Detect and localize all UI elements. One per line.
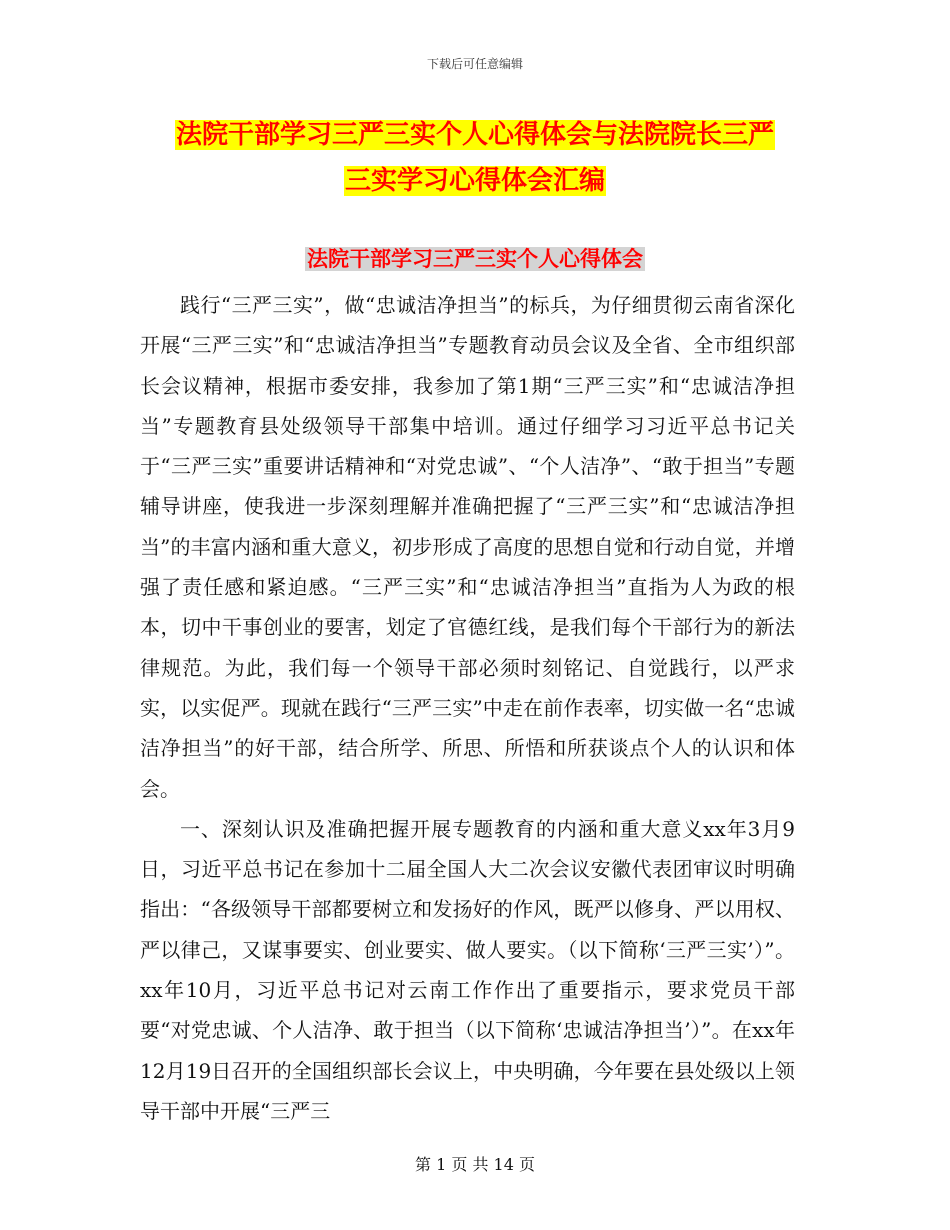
document-title [0, 112, 950, 204]
header-note: 下载后可任意编辑 [426, 57, 523, 71]
section-title-text: 法院干部学习三严三实个人心得体会 [307, 247, 643, 271]
title-line-1 [0, 112, 950, 158]
page-footer: 第 1 页 共 14 页 [415, 1155, 535, 1174]
title-line-2-text: 三实学习心得体会汇编 [344, 166, 605, 196]
paragraph-2: 一、深刻认识及准确把握开展专题教育的内涵和重大意义xx年3月9日，习近平总书记在参加十二届全国人大二次会议安徽代表团审议时明确指出：“各级领导干部都要树立和发扬好的作风，既严以修身、严以用权、严以律己，又谋事要实、创业要实、做人要实。（以下简称‘三严三实’）”。xx年10月，习近平总书记对云南工作作出了重要指示，要求党员干部要“对党忠诚、个人洁净、敢于担当（以下简称‘忠诚洁净担当’）”。在xx年12月19日召开的全国组织部长会议上，中央明确，今年要在县处级以上领导干部中开展“三严三 [140, 816, 795, 1123]
title-line-2 [0, 158, 950, 204]
section-title [0, 244, 950, 274]
paragraph-1: 践行“三严三实”，做“忠诚洁净担当”的标兵，为仔细贯彻云南省深化开展“三严三实”和“忠诚洁净担当”专题教育动员会议及全省、全市组织部长会议精神，根据市委安排，我参加了第1期“三严三实”和“忠诚洁净担当”专题教育县处级领导干部集中培训。通过仔细学习习近平总书记关于“三严三实”重要讲话精神和“对党忠诚”、“个人洁净”、“敢于担当”专题辅导讲座，使我进一步深刻理解并准确把握了“三严三实”和“忠诚洁净担当”的丰富内涵和重大意义，初步形成了高度的思想自觉和行动自觉，并增强了责任感和紧迫感。“三严三实”和“忠诚洁净担当”直指为人为政的根本，切中干事创业的要害，划定了官德红线，是我们每个干部行为的新法律规范。为此，我们每一个领导干部必须时刻铭记、自觉践行，以严求实，以实促严。现就在践行“三严三实”中走在前作表率，切实做一名“忠诚洁净担当”的好干部，结合所学、所思、所悟和所获谈点个人的认识和体会。 [140, 293, 795, 801]
title-line-1-text: 法院干部学习三严三实个人心得体会与法院院长三严 [175, 120, 774, 150]
document-body [140, 285, 795, 1131]
